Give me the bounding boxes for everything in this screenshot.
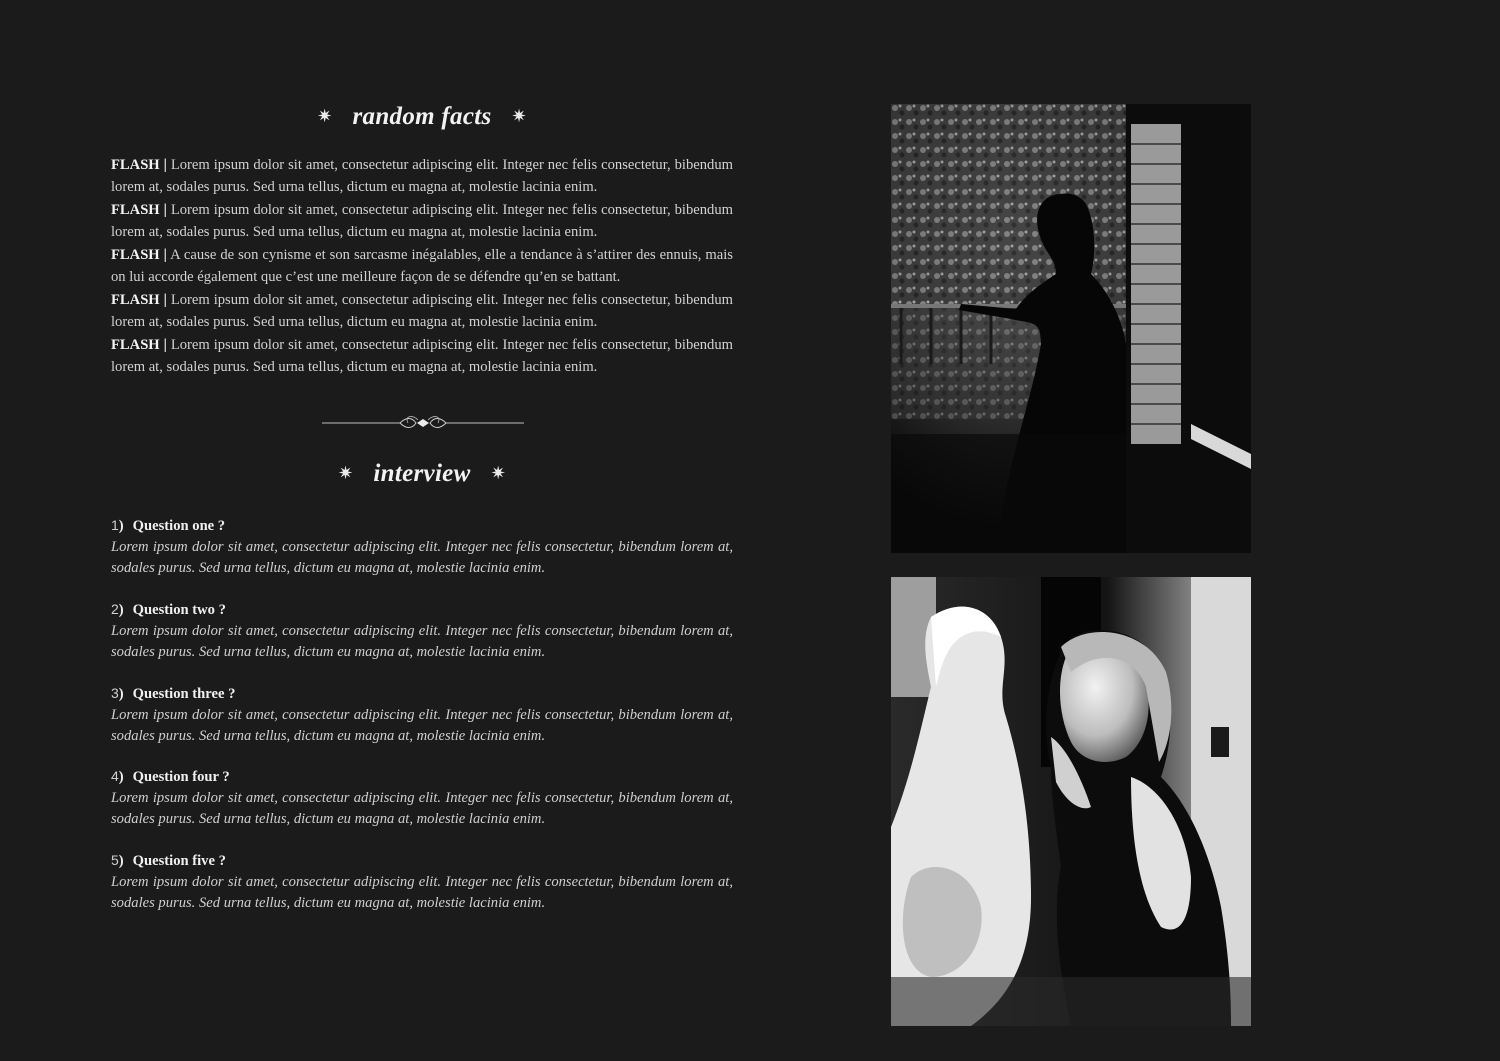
star-icon: ✷ bbox=[338, 462, 354, 483]
random-facts-heading bbox=[111, 103, 733, 131]
photo-window-silhouette bbox=[891, 104, 1251, 553]
question-paren: ) bbox=[118, 601, 124, 618]
star-icon: ✷ bbox=[490, 462, 506, 483]
question-paren: ) bbox=[118, 685, 124, 702]
answer-text: Lorem ipsum dolor sit amet, consectetur adipiscing elit. Integer nec felis consectetur, bibendum lorem at, sodales purus. Sed urna tellus, dictum eu magna at, molestie lacinia enim. bbox=[111, 706, 733, 744]
interview-list bbox=[111, 515, 733, 934]
question-number: 1 bbox=[111, 517, 119, 533]
fact-item bbox=[111, 155, 733, 198]
question-number: 2 bbox=[111, 600, 119, 617]
answer-text: Lorem ipsum dolor sit amet, consectetur adipiscing elit. Integer nec felis consectetur, bibendum lorem at, sodales purus. Sed urna tellus, dictum eu magna at, molestie lacinia enim. bbox=[111, 874, 733, 912]
star-icon: ✷ bbox=[511, 105, 527, 126]
fact-text: A cause de son cynisme et son sarcasme inégalables, elle a tendance à s’attirer des ennuis, mais on lui accorde également que c’est une meilleure façon de se défendre qu’en se battant. bbox=[111, 247, 733, 285]
question-text: Question five ? bbox=[132, 853, 226, 870]
interview-item bbox=[111, 683, 733, 767]
fact-tag: FLASH | bbox=[111, 202, 167, 218]
fact-item bbox=[111, 290, 733, 333]
question-paren: ) bbox=[118, 518, 124, 534]
ornamental-divider-icon bbox=[322, 412, 524, 434]
question-text: Question four ? bbox=[132, 769, 230, 786]
fact-item bbox=[111, 245, 733, 288]
question-text: Question one ? bbox=[132, 518, 226, 534]
fact-tag: FLASH | bbox=[111, 157, 167, 173]
random-facts-list bbox=[111, 155, 733, 380]
fact-item bbox=[111, 335, 733, 378]
interview-heading bbox=[111, 460, 733, 488]
interview-item bbox=[111, 599, 733, 683]
fact-text: Lorem ipsum dolor sit amet, consectetur adipiscing elit. Integer nec felis consectetur, bibendum lorem at, sodales purus. Sed urna tellus, dictum eu magna at, molestie lacinia enim. bbox=[111, 202, 733, 240]
answer-text: Lorem ipsum dolor sit amet, consectetur adipiscing elit. Integer nec felis consectetur, bibendum lorem at, sodales purus. Sed urna tellus, dictum eu magna at, molestie lacinia enim. bbox=[111, 790, 733, 828]
interview-title: interview bbox=[373, 460, 471, 487]
fact-tag: FLASH | bbox=[111, 247, 167, 263]
fact-text: Lorem ipsum dolor sit amet, consectetur adipiscing elit. Integer nec felis consectetur, bibendum lorem at, sodales purus. Sed urna tellus, dictum eu magna at, molestie lacinia enim. bbox=[111, 157, 733, 195]
fact-tag: FLASH | bbox=[111, 337, 167, 353]
star-icon: ✷ bbox=[317, 105, 333, 126]
random-facts-title: random facts bbox=[352, 103, 492, 130]
fact-item bbox=[111, 200, 733, 243]
fact-tag: FLASH | bbox=[111, 292, 167, 308]
answer-text: Lorem ipsum dolor sit amet, consectetur adipiscing elit. Integer nec felis consectetur, bibendum lorem at, sodales purus. Sed urna tellus, dictum eu magna at, molestie lacinia enim. bbox=[111, 622, 733, 660]
fact-text: Lorem ipsum dolor sit amet, consectetur adipiscing elit. Integer nec felis consectetur, bibendum lorem at, sodales purus. Sed urna tellus, dictum eu magna at, molestie lacinia enim. bbox=[111, 337, 733, 375]
question-text: Question three ? bbox=[132, 685, 236, 702]
question-text: Question two ? bbox=[132, 601, 226, 618]
question-number: 3 bbox=[111, 684, 119, 701]
interview-item bbox=[111, 515, 733, 599]
photo-woman-with-statue-icon bbox=[891, 577, 1251, 1026]
fact-text: Lorem ipsum dolor sit amet, consectetur adipiscing elit. Integer nec felis consectetur, bibendum lorem at, sodales purus. Sed urna tellus, dictum eu magna at, molestie lacinia enim. bbox=[111, 292, 733, 330]
interview-item bbox=[111, 766, 733, 850]
answer-text: Lorem ipsum dolor sit amet, consectetur adipiscing elit. Integer nec felis consectetur, bibendum lorem at, sodales purus. Sed urna tellus, dictum eu magna at, molestie lacinia enim. bbox=[111, 539, 733, 576]
interview-item bbox=[111, 850, 733, 934]
question-paren: ) bbox=[118, 853, 124, 870]
question-number: 5 bbox=[111, 852, 119, 869]
photo-window-silhouette-icon bbox=[891, 104, 1251, 553]
question-number: 4 bbox=[111, 768, 119, 785]
photo-woman-with-statue bbox=[891, 577, 1251, 1026]
question-paren: ) bbox=[118, 769, 124, 786]
